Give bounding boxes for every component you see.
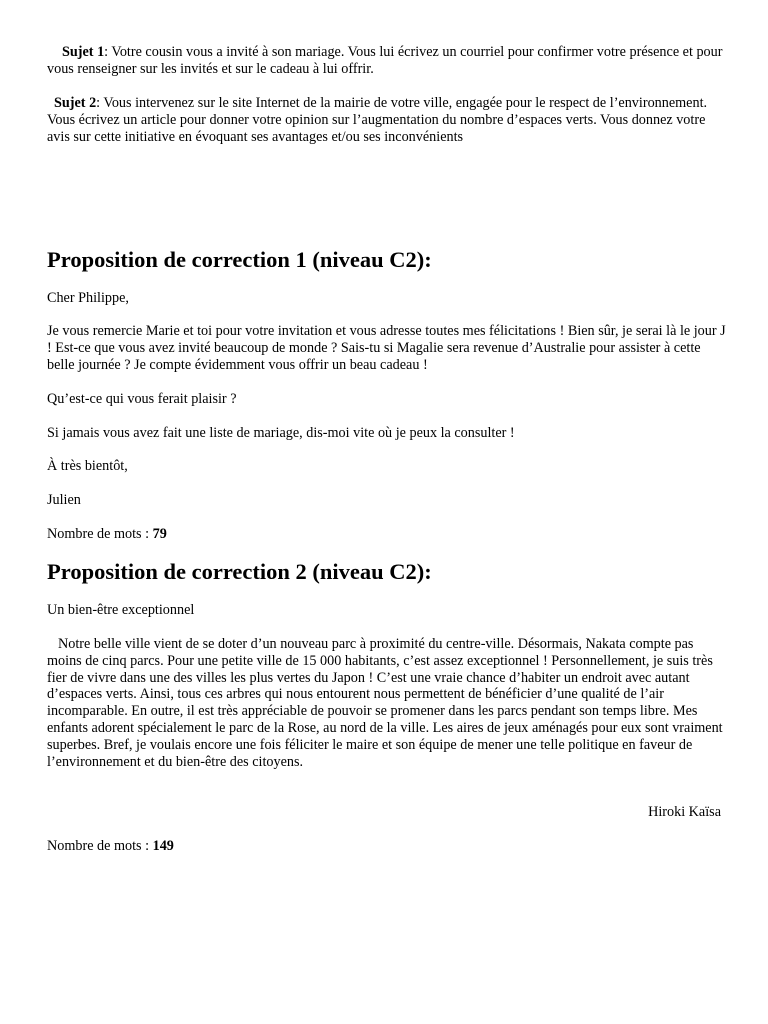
correction-1-heading: Proposition de correction 1 (niveau C2): [47, 247, 432, 272]
sujet-2 [47, 95, 727, 145]
sujet-2-text: : Vous intervenez sur le site Internet de la mairie de votre ville, engagée pour le respect de l’environnement. Vous écrivez un article pour donner votre opinion sur l’augmentation du nombre d’espaces verts. Vous donnez votre avis sur cette initiative en évoquant ses avantages et/ou ses inconvénients [47, 95, 708, 145]
sujet-1-label: Sujet 1 [62, 44, 105, 60]
correction-2-heading: Proposition de correction 2 (niveau C2): [47, 559, 432, 584]
word-count-1 [47, 526, 167, 543]
author: Hiroki Kaïsa [648, 804, 721, 820]
article-title: Un bien-être exceptionnel [47, 602, 195, 618]
word-count-2-label: Nombre de mots : [47, 838, 153, 854]
closing: À très bientôt, [47, 458, 128, 474]
sujet-1-text: : Votre cousin vous a invité à son mariage. Vous lui écrivez un courriel pour confirmer votre présence et pour vous renseigner sur les invités et sur le cadeau à lui offrir. [47, 44, 723, 77]
correction-1-question: Qu’est-ce qui vous ferait plaisir ? [47, 391, 237, 407]
correction-1-request: Si jamais vous avez fait une liste de mariage, dis-moi vite où je peux la consulter ! [47, 425, 515, 441]
greeting: Cher Philippe, [47, 290, 129, 306]
sujet-2-label: Sujet 2 [54, 95, 97, 111]
correction-2-body: Notre belle ville vient de se doter d’un nouveau parc à proximité du centre-ville. Désormais, Nakata compte pas moins de cinq parcs. Pour une petite ville de 15 000 habitants, c’est assez exceptionnel ! Personnellement, je suis très fier de vivre dans une des villes les plus vertes du Japon ! C’est une vraie chance d’habiter un endroit avec autant d’espaces verts. Ainsi, tous ces arbres qui nous entourent nous permettent de bénéficier d’une qualité de l’air incomparable. En outre, il est très appréciable de pouvoir se promener dans les parcs pendant son temps libre. Mes enfants adorent spécialement le parc de la Rose, au nord de la ville. Les aires de jeux aménagés pour eux sont vraiment superbes. Bref, je voulais encore une fois féliciter le maire et son équipe de mener une telle politique en faveur de l’environnement et du bien-être des citoyens. [47, 636, 723, 770]
word-count-1-label: Nombre de mots : [47, 526, 153, 542]
word-count-2 [47, 838, 174, 855]
correction-1-body: Je vous remercie Marie et toi pour votre invitation et vous adresse toutes mes félicitations ! Bien sûr, je serai là le jour J ! Est-ce que vous avez invité beaucoup de monde ? Sais-tu si Magalie sera revenue d’Australie pour assister à cette belle journée ? Je compte évidemment vous offrir un beau cadeau ! [47, 323, 726, 373]
sujet-1 [47, 44, 727, 78]
signature: Julien [47, 492, 81, 508]
word-count-2-value: 149 [152, 838, 174, 854]
word-count-1-value: 79 [152, 526, 167, 542]
